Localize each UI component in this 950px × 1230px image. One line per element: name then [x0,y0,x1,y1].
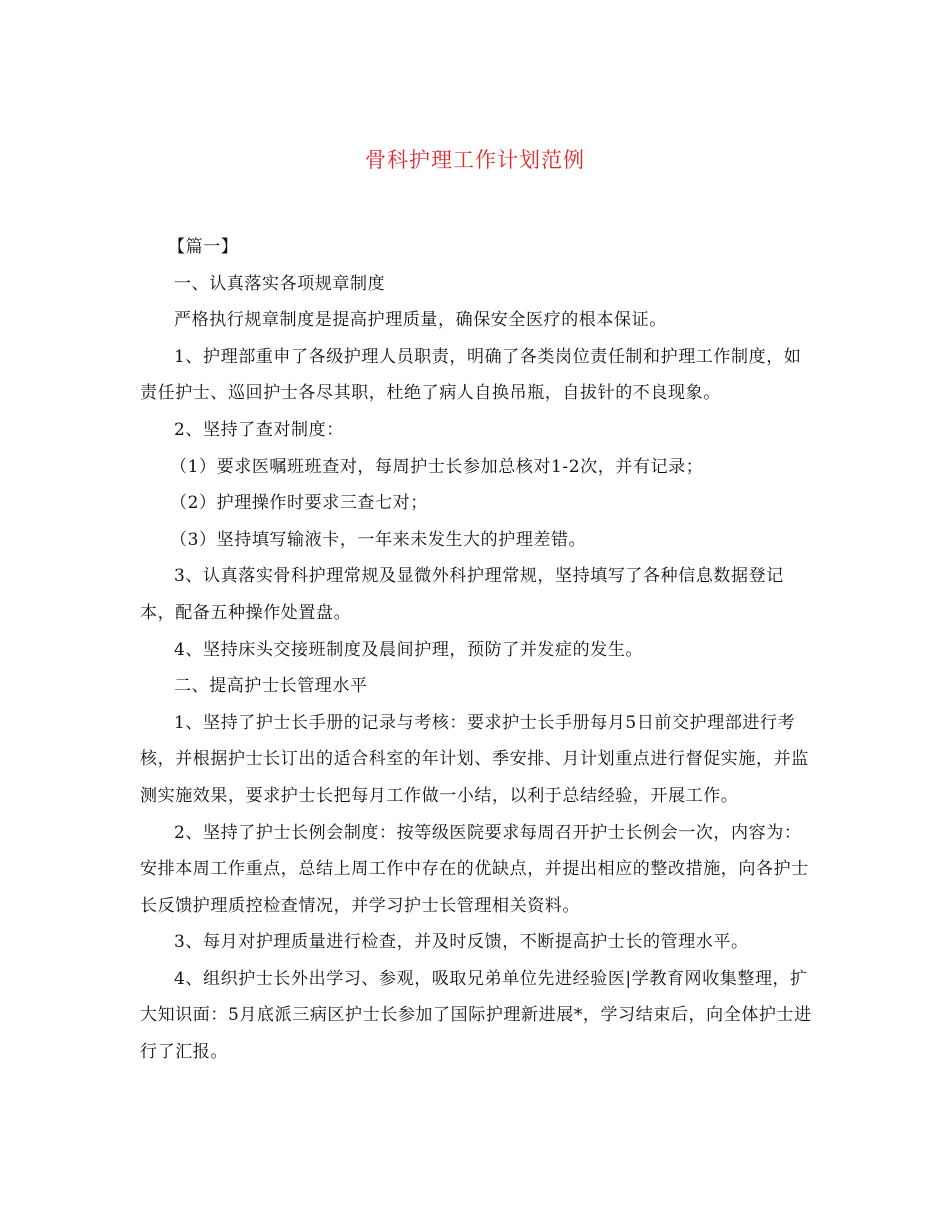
paragraph: 严格执行规章制度是提高护理质量，确保安全医疗的根本保证。 [174,310,667,331]
paragraph: 4、组织护士长外出学习、参观，吸取兄弟单位先进经验医|学教育网收集整理，扩大知识面：5月底派三病区护士长参加了国际护理新进展*，学习结束后，向全体护士进行了汇报。 [140,968,812,1063]
list-item: （1）要求医嘱班班查对，每周护士长参加总核对1-2次，并有记录； [170,456,704,477]
paragraph: 2、坚持了护士长例会制度：按等级医院要求每周召开护士长例会一次，内容为：安排本周工作重点，总结上周工作中存在的优缺点，并提出相应的整改措施，向各护士长反馈护理质控检查情况，并学习护士长管理相关资料。 [140,822,809,916]
section-heading-1: 一、认真落实各项规章制度 [174,273,386,294]
paragraph: 3、认真落实骨科护理常规及显微外科护理常规，坚持填写了各种信息数据登记本，配备五种操作处置盘。 [140,566,784,623]
section-heading-part-one: 【篇一】 [168,237,239,257]
list-item: （2）护理操作时要求三查七对； [170,493,428,514]
paragraph: 4、坚持床头交接班制度及晨间护理，预防了并发症的发生。 [174,639,644,660]
paragraph: 2、坚持了查对制度： [174,419,344,440]
paragraph: 3、每月对护理质量进行检查，并及时反馈，不断提高护士长的管理水平。 [174,932,749,953]
list-item: （3）坚持填写输液卡，一年来未发生大的护理差错。 [170,529,587,550]
document-title: 骨科护理工作计划范例 [365,148,585,172]
paragraph: 1、护理部重申了各级护理人员职责，明确了各类岗位责任制和护理工作制度，如责任护士、巡回护士各尽其职，杜绝了病人自换吊瓶，自拔针的不良现象。 [140,346,802,404]
section-heading-2: 二、提高护士长管理水平 [174,676,368,697]
paragraph: 1、坚持了护士长手册的记录与考核：要求护士长手册每月5日前交护理部进行考核，并根据护士长订出的适合科室的年计划、季安排、月计划重点进行督促实施，并监测实施效果，要求护士长把每月工作做一小结，以利于总结经验，开展工作。 [140,712,809,806]
document-body [140,229,812,1071]
